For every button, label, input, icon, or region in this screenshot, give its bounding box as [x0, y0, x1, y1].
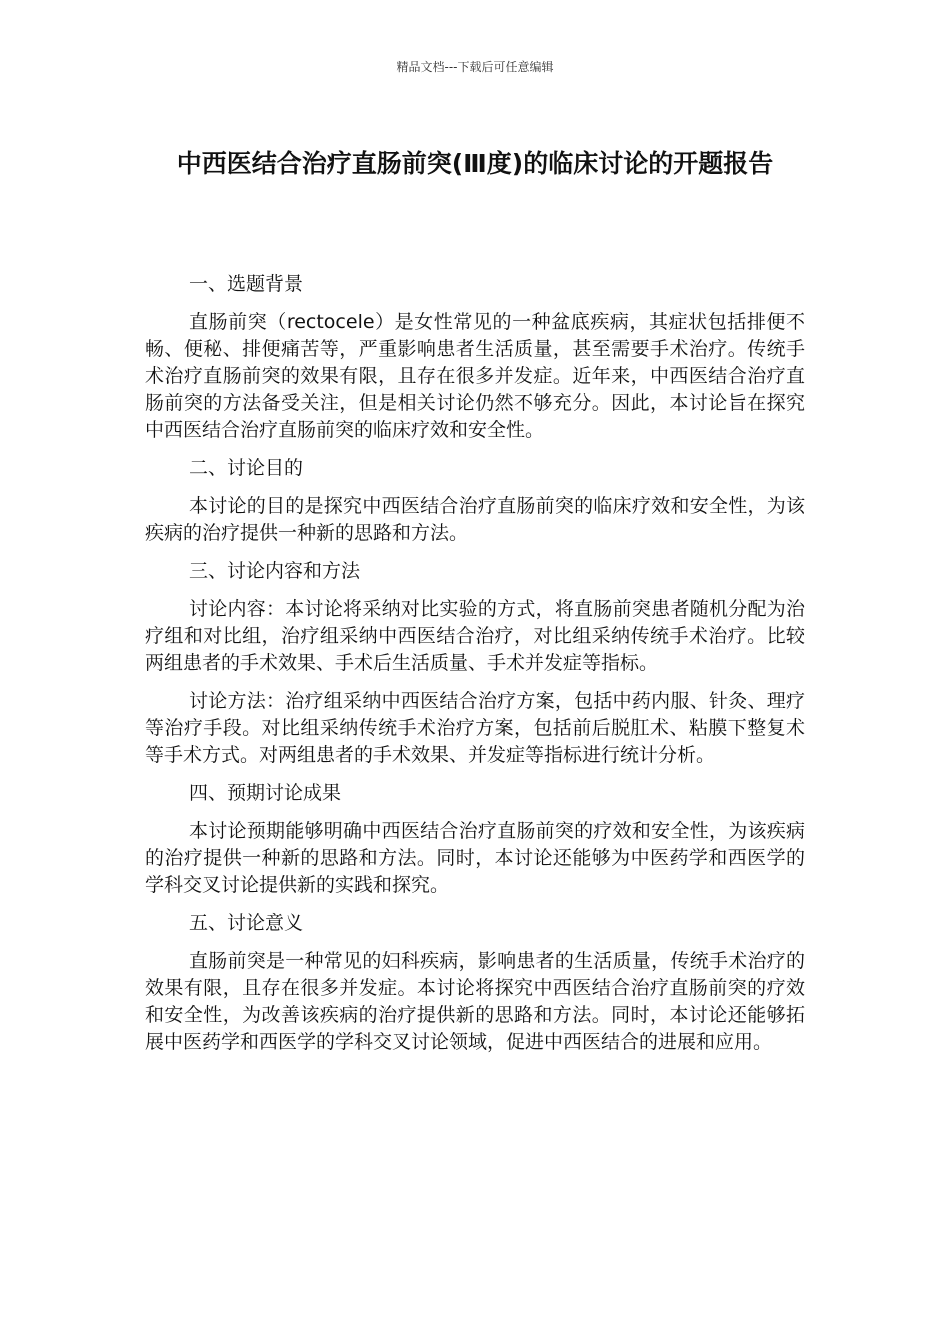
- paragraph-background: 直肠前突（rectocele）是女性常见的一种盆底疾病，其症状包括排便不畅、便秘、排便痛苦等，严重影响患者生活质量，甚至需要手术治疗。传统手术治疗直肠前突的效果有限，且存在很多并发症。近年来，中西医结合治疗直肠前突的方法备受关注，但是相关讨论仍然不够充分。因此，本讨论旨在探究中西医结合治疗直肠前突的临床疗效和安全性。: [145, 311, 805, 441]
- paragraph-expected-results: 本讨论预期能够明确中西医结合治疗直肠前突的疗效和安全性，为该疾病的治疗提供一种新的思路和方法。同时，本讨论还能够为中医药学和西医学的学科交叉讨论提供新的实践和探究。: [145, 820, 805, 896]
- section-heading-significance: 五、讨论意义: [189, 912, 304, 934]
- paragraph-methods: 讨论方法：治疗组采纳中西医结合治疗方案，包括中药内服、针灸、理疗等治疗手段。对比组采纳传统手术治疗方案，包括前后脱肛术、粘膜下整复术等手术方式。对两组患者的手术效果、并发症等指标进行统计分析。: [145, 690, 805, 766]
- paragraph-significance: 直肠前突是一种常见的妇科疾病，影响患者的生活质量，传统手术治疗的效果有限，且存在很多并发症。本讨论将探究中西医结合治疗直肠前突的疗效和安全性，为改善该疾病的治疗提供新的思路和方法。同时，本讨论还能够拓展中医药学和西医学的学科交叉讨论领域，促进中西医结合的进展和应用。: [145, 950, 805, 1053]
- section-heading-content-methods: 三、讨论内容和方法: [189, 560, 361, 582]
- section-heading-expected-results: 四、预期讨论成果: [189, 782, 342, 804]
- page-header: 精品文档---下载后可任意编辑: [396, 60, 554, 74]
- document-body: [145, 271, 805, 1067]
- document-title: 中西医结合治疗直肠前突(Ⅲ度)的临床讨论的开题报告: [176, 149, 774, 178]
- section-heading-background: 一、选题背景: [189, 273, 304, 295]
- section-heading-purpose: 二、讨论目的: [189, 457, 304, 479]
- paragraph-content: 讨论内容：本讨论将采纳对比实验的方式，将直肠前突患者随机分配为治疗组和对比组，治疗组采纳中西医结合治疗，对比组采纳传统手术治疗。比较两组患者的手术效果、手术后生活质量、手术并发症等指标。: [145, 598, 805, 674]
- paragraph-purpose: 本讨论的目的是探究中西医结合治疗直肠前突的临床疗效和安全性，为该疾病的治疗提供一种新的思路和方法。: [145, 495, 805, 544]
